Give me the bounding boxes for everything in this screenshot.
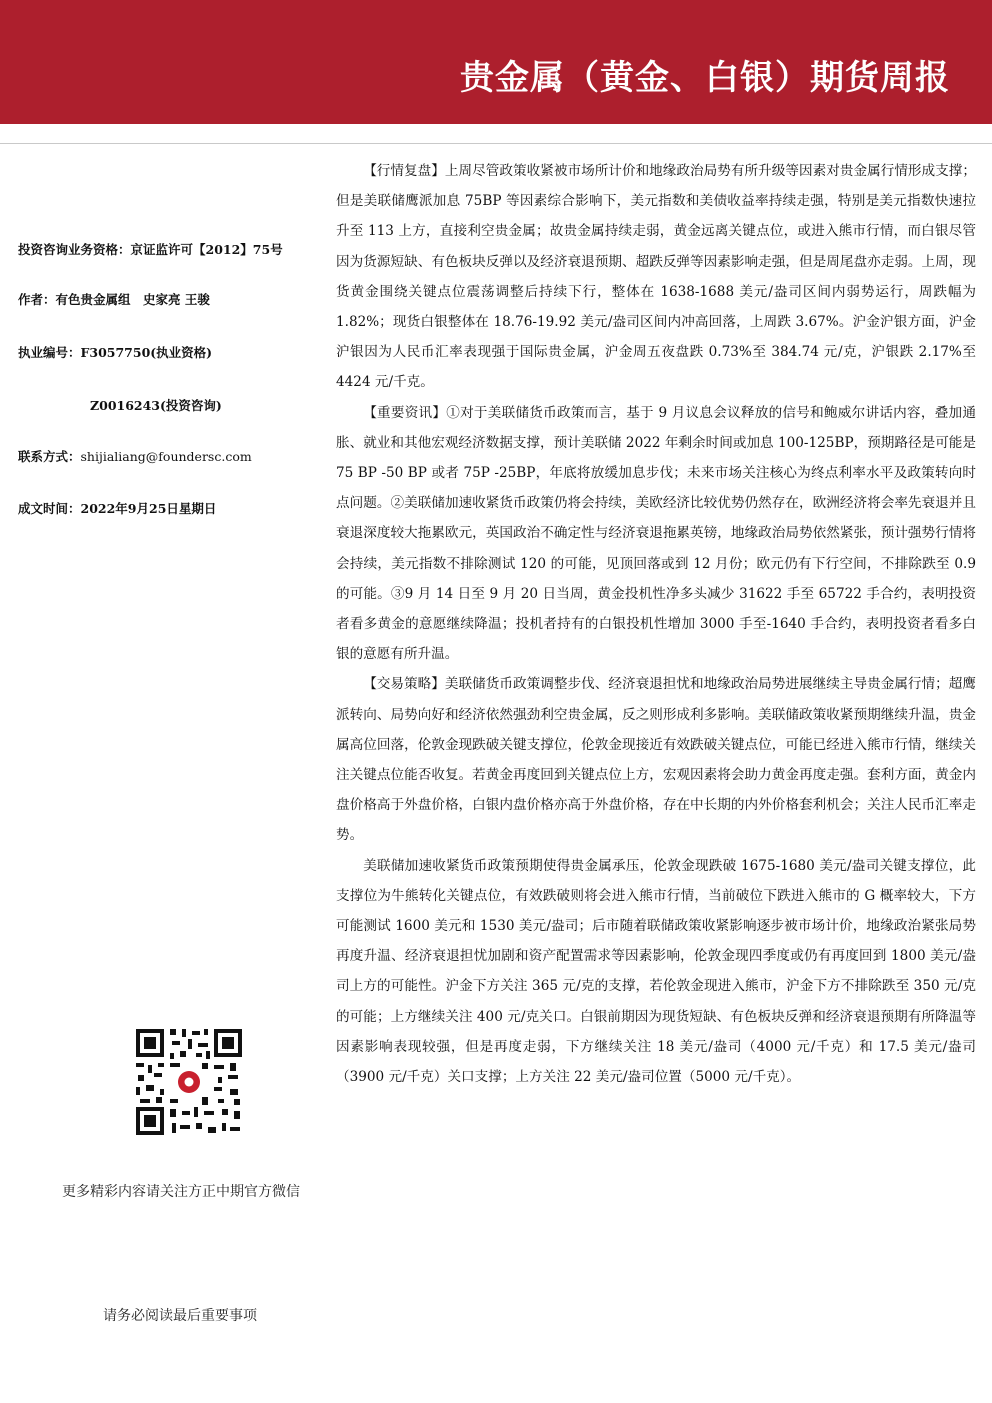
date-row: [18, 499, 216, 517]
contact-email[interactable]: shijialiang@foundersc.com: [80, 449, 252, 464]
key-news-text: ①对于美联储货币政策而言，基于 9 月议息会议释放的信号和鲍威尔讲话内容，叠加通胀、就业和其他宏观经济数据支撑，预计美联储 2022 年剩余时间或加息 100-125BP，预期路径是可能是 75 BP -50 BP 或者 75P -25BP，年底将放缓加息步伐；未来市场关注核心为终点利率水平及政策转向时点问题。②美联储加速收紧货币政策仍将会持续，美欧经济比较优势仍然存在，欧洲经济将会率先衰退并且衰退深度较大拖累欧元，英国政治不确定性与经济衰退拖累英镑，地缘政治局势依然紧张，预计强势行情将会持续，美元指数不排除测试 120 的可能，见顶回落或到 12 月份；欧元仍有下行空间，不排除跌至 0.9 的可能。③9 月 14 日至 9 月 20 日当周，黄金投机性净多头减少 31622 手至 65722 手合约，表明投资者看多黄金的意愿继续降温；投机者持有的白银投机性增加 3000 手至-1640 手合约，表明投资者看多白银的意愿有所升温。: [336, 404, 976, 663]
key-news-heading: 【重要资讯】: [363, 404, 447, 421]
license-row-2: [90, 396, 222, 414]
qr-caption: 更多精彩内容请关注方正中期官方微信: [62, 1184, 300, 1200]
sidebar: [0, 0, 330, 1403]
disclaimer-note: 请务必阅读最后重要事项: [103, 1308, 257, 1324]
date-value: 2022年9月25日星期日: [80, 501, 217, 516]
wechat-qr-code: [134, 1027, 244, 1137]
author-row: [18, 290, 210, 308]
report-title: 贵金属（黄金、白银）期货周报: [460, 58, 950, 98]
key-news-paragraph: [336, 398, 976, 670]
market-review-text: 上周尽管政策收紧被市场所计价和地缘政治局势有所升级等因素对贵金属行情形成支撑；但是美联储鹰派加息 75BP 等因素综合影响下，美元指数和美债收益率持续走强，特别是美元指数快速拉升至 113 上方，直接利空贵金属；故贵金属持续走弱，黄金远离关键点位，或进入熊市行情，而白银尽管因为货源短缺、有色板块反弹以及经济衰退预期、超跌反弹等因素影响走强，但是周尾盘亦走弱。上周，现货黄金围绕关键点位震荡调整后持续下行，整体在 1638-1688 美元/盎司区间内弱势运行，周跌幅为 1.82%；现货白银整体在 18.76-19.92 美元/盎司区间内冲高回落，上周跌 3.67%。沪金沪银方面，沪金沪银因为人民币汇率表现强于国际贵金属，沪金周五夜盘跌 0.73%至 384.74 元/克，沪银跌 2.17%至 4424 元/千克。: [336, 163, 977, 391]
outlook-text: 美联储加速收紧货币政策预期使得贵金属承压，伦敦金现跌破 1675-1680 美元/盎司关键支撑位，此支撑位为牛熊转化关键点位，有效跌破则将会进入熊市行情，当前破位下跌进入熊市的 G 概率较大，下方可能测试 1600 美元和 1530 美元/盎司；后市随着联储政策收紧影响逐步被市场计价，地缘政治紧张局势再度升温、经济衰退担忧加剧和资产配置需求等因素影响，伦敦金现四季度或仍有再度回到 1800 美元/盎司上方的可能性。沪金下方关注 365 元/克的支撑，若伦敦金现进入熊市，沪金下方不排除跌至 350 元/克的可能；上方继续关注 400 元/克关口。白银前期因为现货短缺、有色板块反弹和经济衰退预期有所降温等因素影响表现较强，但是再度走弱，下方继续关注 18 美元/盎司（4000 元/千克）和 17.5 美元/盎司（3900 元/千克）关口支撑；上方关注 22 美元/盎司位置（5000 元/千克）。: [336, 857, 976, 1086]
qr-code-icon: [134, 1027, 244, 1137]
trading-strategy-heading: 【交易策略】: [363, 676, 445, 693]
author-value: 有色贵金属组 史家亮 王骏: [55, 292, 210, 307]
market-review-heading: 【行情复盘】: [363, 163, 445, 179]
report-body: [336, 156, 976, 1092]
license-row: [18, 343, 212, 361]
qualification-value: 京证监许可【2012】75号: [130, 242, 283, 257]
qualification-label: 投资咨询业务资格：: [18, 242, 131, 257]
market-review-paragraph: [336, 156, 976, 398]
trading-strategy-text: 美联储货币政策调整步伐、经济衰退担忧和地缘政治局势进展继续主导贵金属行情；超鹰派转向、局势向好和经济依然强劲利空贵金属，反之则形成利多影响。美联储政策收紧预期继续升温，贵金属高位回落，伦敦金现跌破关键支撑位，伦敦金现接近有效跌破关键点位，可能已经进入熊市行情，继续关注关键点位能否收复。若黄金再度回到关键点位上方，宏观因素将会助力黄金再度走强。套利方面，黄金内盘价格高于外盘价格，白银内盘价格亦高于外盘价格，存在中长期的内外价格套利机会；关注人民币汇率走势。: [336, 676, 977, 844]
contact-label: 联系方式：: [18, 449, 81, 464]
contact-row: [18, 447, 252, 465]
trading-strategy-paragraph: [336, 669, 976, 850]
license-value-1: F3057750(执业资格): [80, 345, 213, 360]
author-label: 作者：: [18, 292, 56, 307]
date-label: 成文时间：: [18, 501, 81, 516]
outlook-paragraph: [336, 851, 976, 1093]
license-label: 执业编号：: [18, 345, 81, 360]
license-value-2: Z0016243(投资咨询): [90, 398, 222, 413]
qualification-row: [18, 240, 283, 258]
